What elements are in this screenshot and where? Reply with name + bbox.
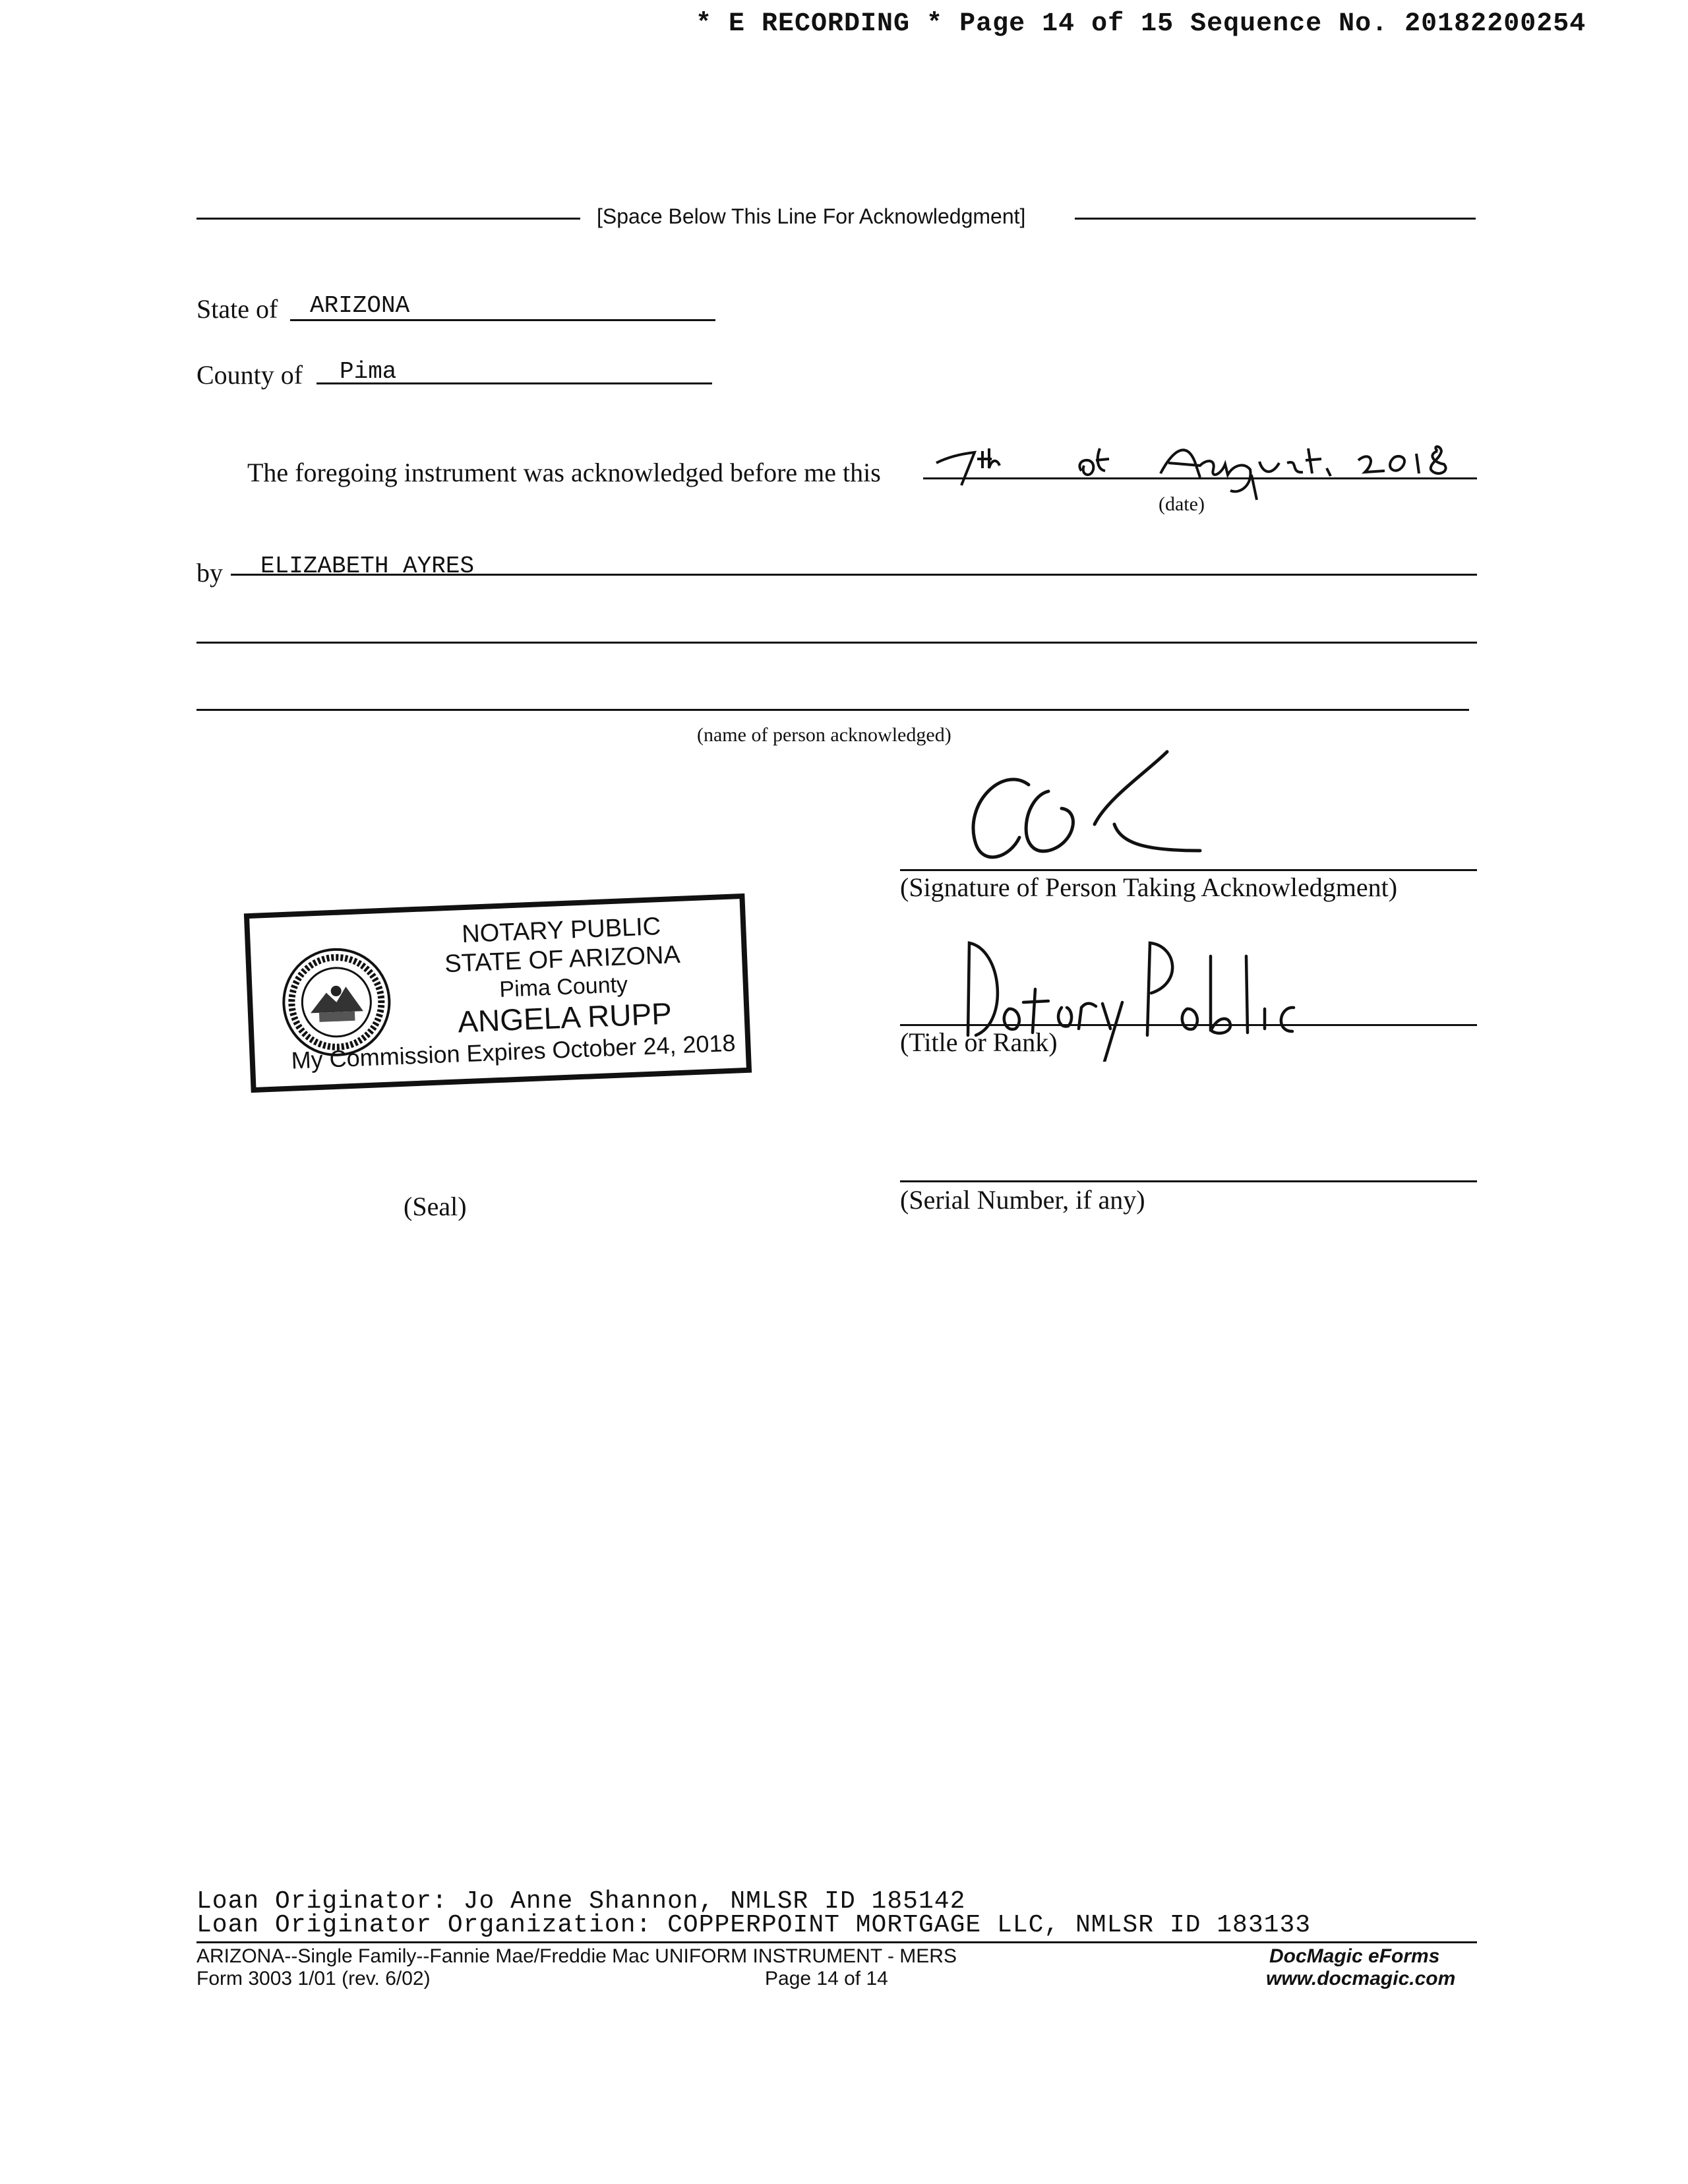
loan-originator-org: Loan Originator Organization: COPPERPOINT MORTGAGE LLC, NMLSR ID 183133: [196, 1911, 1311, 1939]
name-line-3: [196, 709, 1469, 711]
ack-rule-left: [196, 218, 580, 220]
stamp-line-state: STATE OF ARIZONA: [444, 940, 681, 979]
stamp-line-expiry: My Commission Expires October 24, 2018: [290, 1029, 737, 1074]
form-title: ARIZONA--Single Family--Fannie Mae/Freddie Mac UNIFORM INSTRUMENT - MERS: [196, 1945, 957, 1967]
county-value: Pima: [340, 358, 397, 385]
title-line: [900, 1024, 1477, 1026]
form-number: Form 3003 1/01 (rev. 6/02): [196, 1968, 431, 1989]
state-label: State of: [196, 294, 278, 324]
stamp-line-county: Pima County: [498, 972, 628, 1002]
by-label: by: [196, 558, 223, 588]
by-value: ELIZABETH AYRES: [260, 553, 475, 580]
ack-rule-right: [1075, 218, 1476, 220]
stamp-line-notary: NOTARY PUBLIC: [461, 913, 661, 949]
state-underline: [290, 319, 715, 321]
name-line-2: [196, 642, 1477, 644]
signature-line: [900, 869, 1477, 871]
acknowledgment-note: [Space Below This Line For Acknowledgment]: [597, 204, 1026, 228]
signature-caption: (Signature of Person Taking Acknowledgment): [900, 872, 1398, 902]
seal-caption: (Seal): [404, 1192, 467, 1221]
docmagic-website: www.docmagic.com: [1266, 1968, 1456, 1989]
handwritten-date: [923, 422, 1477, 501]
county-underline: [316, 382, 712, 384]
loan-originator: Loan Originator: Jo Anne Shannon, NMLSR ID 185142: [196, 1887, 966, 1916]
county-label: County of: [196, 360, 303, 390]
page-number: Page 14 of 14: [765, 1968, 888, 1989]
instrument-text: The foregoing instrument was acknowledged before me this: [247, 458, 881, 487]
date-caption: (date): [1159, 493, 1205, 515]
recording-header: * E RECORDING * Page 14 of 15 Sequence No. 20182200254: [696, 9, 1586, 39]
footer-rule: [196, 1941, 1477, 1943]
serial-line: [900, 1180, 1477, 1182]
notary-signature: [950, 745, 1226, 877]
by-underline: [231, 574, 1477, 576]
name-caption: (name of person acknowledged): [697, 724, 951, 746]
notary-stamp: [244, 894, 752, 1093]
state-value: ARIZONA: [310, 292, 410, 319]
stamp-line-name: ANGELA RUPP: [457, 996, 673, 1039]
serial-caption: (Serial Number, if any): [900, 1185, 1145, 1215]
docmagic-brand: DocMagic eForms: [1269, 1945, 1440, 1967]
title-caption: (Title or Rank): [900, 1027, 1058, 1057]
